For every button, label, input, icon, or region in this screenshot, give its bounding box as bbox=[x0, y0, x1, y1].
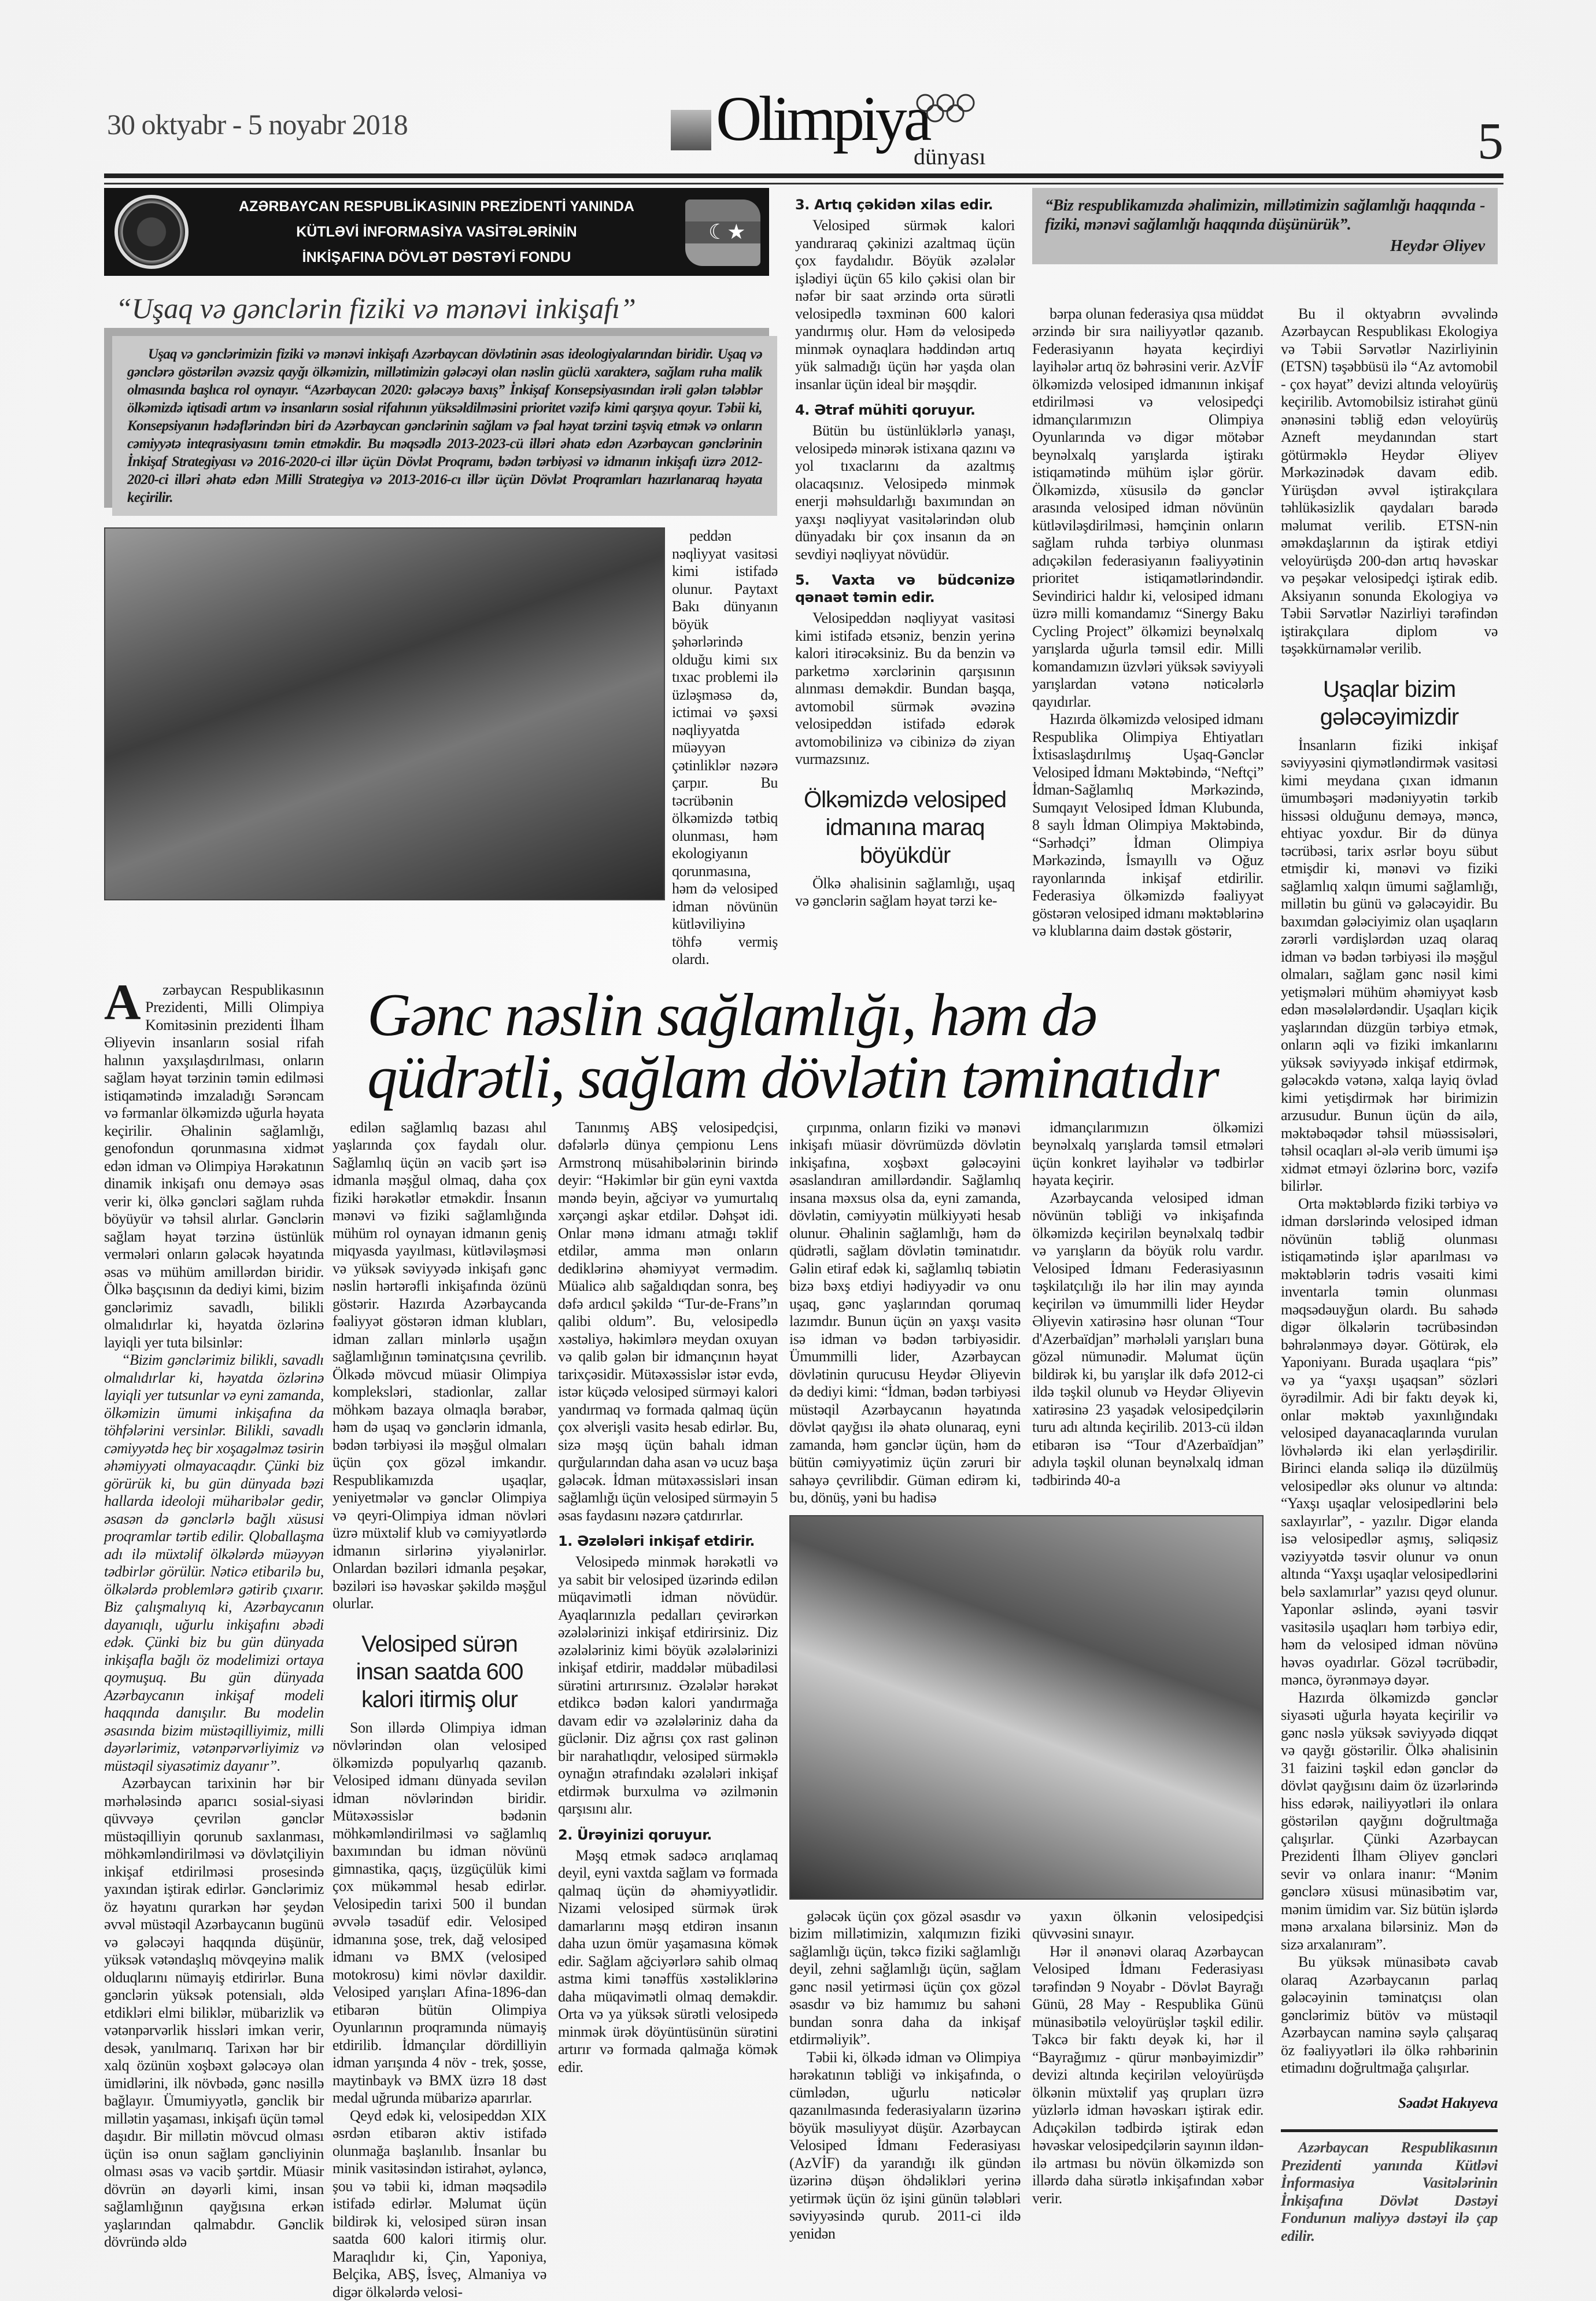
paragraph: İnsanların fiziki inkişaf səviyyəsini qiymətləndirmək vasitəsi kimi meydana çıxan idmanın ümumbəşəri mədəniyyətin tərkib hissəsi olduğunu deməyə, məncə, ehtiyac yoxdur. Bir də dünya təcrübəsi, tarix əsrlər boyu sübut etmişdir ki, mənəvi və fiziki sağlamlıq xalqın ümumi sağlamlığı, millətin bu günü və gələcəyidir. Bu baxımdan gələciyimiz olan uşaqların zərərli vərdişlərdən uzaq olaraq idman və bədən tərbiyəsi ilə məşğul olmaları, sağlam gənc nəsil kimi yetişmələri mühüm əhəmiyyət kəsb edən məsələlərdəndir. Uşaqları kiçik yaşlarından düzgün tərbiyə etmək, onların əqli və fiziki imkanlarını yüksək səviyyədə inkişaf etdirmək, gələcəkdə vətənə, xalqa layiq övlad kimi yetişdirmək hər birimizin arzusudur. Bunun üçün də ailə, məktəbəqədər təhsil müəssisələri, təhsil ocaqları əl-ələ verib ümumi işə xidmət etməyi özlərinə borc, vəzifə bilirlər. bbox=[1281, 737, 1498, 1195]
intro-box bbox=[112, 336, 777, 516]
column-pair bbox=[789, 1119, 1264, 1507]
numbered-subheading: 4. Ətraf mühiti qoruyur. bbox=[795, 401, 1015, 419]
paragraph: Orta məktəblərdə fiziki tərbiyə və idman dərslərində velosiped idman növünün təbliğ olunması istiqamətində işlər aparılması və məktəblərin tədris vəsaiti kimi inventarla təmin olunması məqsədəuyğun olardı. Bu sahədə digər ölkələrin təcrübəsindən bəhrələnməyə dəyər. Götürək, elə Yaponiyanı. Burada uşaqlara “pis” və ya “yaxşı uşaqsan” sözləri öyrədilmir. Adi bir faktı deyək ki, onlar məktəb yaxınlığındakı velosiped dayanacaqlarında vurulan lövhələrdə iki elan yerləşdirilir. Birinci elanda səliqə ilə düzülmüş velosipedlər əks olunur və altında: “Yaxşı uşaqlar velosipedlərini belə saxlayırlar”, - yazılır. Digər elanda isə velosipedlər aşmış, səliqəsiz vəziyyətdə təsvir olunur və onun altında “Yaxşı uşaqlar velosipedlərini belə saxlamırlar” yazısı qeyd olunur. Yaponlar əslində, əyani təsvir vasitəsilə uşaqları həm tərbiyə edir, həm də velosiped idman növünə həvəs oyadırlar. Gözəl təcrübədir, məncə, öyrənməyə dəyər. bbox=[1281, 1195, 1498, 1689]
paragraph: Təbii ki, ölkədə idman və Olimpiya hərəkatının təbliği və inkişafında, o cümlədən, uğurlu nəticələr qazanılmasında federasiyaların üzərinə böyük məsuliyyət düşür. Azərbaycan Velosiped İdmanı Federasiyası (AzVİF) da yarandığı ilk gündən üzərinə düşən öhdəlikləri yerinə yetirmək üçün öz işini günün tələbləri səviyyəsində qurub. 2011-ci ildə yenidən bbox=[789, 2049, 1021, 2243]
quote-box bbox=[1032, 188, 1498, 264]
olympic-rings-icon bbox=[914, 93, 977, 127]
paragraph: gələcək üçün çox gözəl əsasdır və bizim millətimizin, xalqımızın fiziki sağlamlığı üçün, təkcə fiziki sağlamlığı deyil, zehni sağlamlığı üçün, sağlam gənc nəsil yetirməsi üçün çox gözəl əsasdır və biz hamımız bu sahəni bundan sonra daha da inkişaf etdirməliyik”. bbox=[789, 1908, 1021, 2049]
quote-author: Heydər Əliyev bbox=[1045, 237, 1485, 256]
paragraph: Velosipedə minmək hərəkətli və ya sabit bir velosiped üzərində edilən müqavimətli idman növüdür. Ayaqlarınızla pedalları çevirərkən əzələlərinizi inkişaf etdirirsiniz. Diz əzələləriniz kimi böyük əzələlərinizi inkişaf etdirir, maddələr mübadiləsi sürətini artırırsınız. Əzələlər hərəkət etdikcə bədən kalori yandırmağa davam edir və əzələləriniz daha da güclənir. Diz ağrısı çox rast gəlinən bir narahatlıqdır, velosiped sürməklə oynağın ətrafındakı əzələləri inkişaf etdirmək burxulma və əzilmənin qarşısını alır. bbox=[558, 1553, 778, 1818]
paragraph: Azərbaycan tarixinin hər bir mərhələsində aparıcı sosial-siyasi qüvvəyə çevrilən gənclər müstəqilliyin qorunub saxlanması, möhkəmləndirilməsi və dövlətçiliyin inkişaf etdirilməsi prosesində yaxından iştirak edirlər. Gənclərimiz öz həyatını qurarkən hər şeydən əvvəl müstəqil Azərbaycanın bugünü və gələcəyi haqqında düşünür, yüksək vətəndaşlıq mövqeyinə malik olduqlarını nümayiş etdirirlər. Buna gənclərin yüksək potensialı, əldə etdikləri elmi biliklər, mübarizlik və vətənpərvərlik hissləri imkan verir, desək, yanılmarıq. Tarixən hər bir xalq özünün xoşbəxt gələcəyə olan ümidlərini, ilk növbədə, gənc nəsillə bağlayır. Ümumiyyətlə, gənclik bir millətin yaşaması, inkişafı üçün təməl daşıdır. Bir millətin mövcud olması üçün isə onun sağlam gəncliyinin olması əsas və vacib şərtdir. Müasir dövrün ən dəyərli kimi, insan sağlamlığının qayğısına erkən yaşlarından qalmabdır. Gənclik dövründə əldə bbox=[104, 1775, 324, 2251]
paragraph: Məşq etmək sadəcə arıqlamaq deyil, eyni vaxtda sağlam və formada qalmaq üçün də əhəmiyyətlidir. Nizami velosiped sürmək ürək damarlarını məşq etdirən insanın daha uzun ömür yaşamasına kömək edir. Sağlam ağciyərlərə sahib olmaq astma kimi tənəffüs xəstəliklərinə daha müqavimətli olmaq deməkdir. Orta və ya yüksək sürətli velosipedə minmək ürək döyüntüsünün sürətini artırır və formada qalmağa kömək edir. bbox=[558, 1847, 778, 2077]
article-column bbox=[1032, 305, 1264, 940]
article-headline bbox=[332, 984, 1264, 1109]
paragraph: idmançılarımızın ölkəmizi beynəlxalq yarışlarda təmsil etmələri üçün konkret layihələr və tədbirlər həyata keçirir. bbox=[1032, 1119, 1264, 1190]
paragraph: Azərbaycanda velosiped idman növünün təbliği və inkişafında ölkəmizdə keçirilən beynəlxalq tədbir və yarışların da böyük rolu vardır. Velosiped İdmanı Federasiyasının təşkilatçılığı ilə hər ilin may ayında keçirilən və ümummilli lider Heydər Əliyevin xatirəsinə həsr olunan “Tour d'Azerbaïdjan” mərhələli yarışları buna gözəl nümunədir. Məlumat üçün bildirək ki, bu yarışlar ilk dəfə 2012-ci ildə təşkil olunub və Heydər Əliyevin xatirəsinə 23 yaşadək velosipedçilərin turu adı altında keçirilib. 2013-cü ildən etibarən isə “Tour d'Azerbaïdjan” adıyla təşkil olunan beynəlxalq idman tədbirində 40-a bbox=[1032, 1190, 1264, 1490]
article-column bbox=[104, 981, 324, 2251]
children-cyclists-photo bbox=[789, 1515, 1264, 1900]
paragraph: Son illərdə Olimpiya idman növlərindən olan velosiped ölkəmizdə populyarlıq qazanıb. Velosiped idmanı dünyada sevilən idman növlərindən biridir. Mütəxəssislər bədənin möhkəmləndirilməsi və sağlamlıq baxımından bu idman növünü gimnastika, qaçış, üzgüçülük kimi çox mükəmməl hesab edirlər. Velosipedin tarixi 500 il bundan əvvələ təsadüf edir. Velosiped idmanına şose, trek, dağ velosiped idmanı və BMX (velosiped motokrosu) kimi növlər daxildir. Velosiped yarışları Afina-1896-dan etibarən bütün Olimpiya Oyunlarının proqramında nümayiş etdirilib. İdmançılar dördilliyin idman yarışında 4 növ - trek, şosse, maytinbayk və BMX üzrə 18 dəst medal uğrunda mübarizə aparırlar. bbox=[332, 1719, 546, 2107]
paragraph: “Bizim gənclərimiz bilikli, savadlı olmalıdırlar ki, həyatda özlərinə layiqli yer tutsunlar və eyni zamanda, ölkəmizin ümumi inkişafına da töhfələrini versinlər. Bilikli, savadlı cəmiyyətdə heç bir xoşagəlməz təsirin əhəmiyyəti olmayacaqdır. Çünki biz görürük ki, bu gün dünyada bəzi hallarda ideoloji müharibələr gedir, əsasən də gənclərlə bağlı xüsusi proqramlar tərtib edilir. Qloballaşma adı ilə müxtəlif ölkələrdə müəyyən tədbirlər görülür. Nəticə etibarilə bu, ölkələrdə problemlərə gətirib çıxarır. Biz çalışmalıyıq ki, Azərbaycanın dayanıqlı, uğurlu inkişafını əbədi edək. Çünki biz bu gün dünyada inkişafla bağlı öz modelimizi ortaya qoymuşuq. Bu gün dünyada Azərbaycanın inkişaf modeli haqqında danışılır. Bu modelin əsasında bizim müstəqilliyimiz, milli dəyərlərimiz, vətənpərvərliyimiz və müstəqil siyasətimiz dayanır”. bbox=[104, 1351, 324, 1775]
article-column bbox=[1032, 1119, 1264, 1490]
paragraph: Hazırda ölkəmizdə velosiped idmanı Respublika Olimpiya Ehtiyatları İxtisaslaşdırılmış Uşaq-Gənclər Velosiped İdmanı Məktəbində, “Neftçi” İdman-Sağlamlıq Mərkəzində, Sumqayıt Velosiped İdman Klubunda, 8 saylı İdman Olimpiya Məktəbində, “Sərhədçi” İdman Olimpiya Mərkəzində, İsmayıllı və Oğuz rayonlarında inkişaf etdirilir. Federasiya ölkəmizdə fəaliyyət göstərən velosiped idmanı məktəblərinə və klublarına daim dəstək göstərir, bbox=[1032, 711, 1264, 940]
paragraph: Qeyd edək ki, velosipeddən XIX əsrdən etibarən aktiv istifadə olunmağa başlanılıb. İnsanlar bu minik vasitəsindən istirahət, əyləncə, şou və təbii ki, idman məqsədilə istifadə edirlər. Məlumat üçün bildirək ki, velosiped sürən insan saatda 600 kalori itirmiş olur. Maraqlıdır ki, Çin, Yaponiya, Belçika, ABŞ, İsveç, Almaniya və digər ölkələrdə velosi- bbox=[332, 2107, 546, 2301]
main-article bbox=[104, 981, 1264, 2301]
funding-note: Azərbaycan Respublikasının Prezidenti yanında Kütləvi İnformasiya Vasitələrinin İnkişafına Dövlət Dəstəyi Fondunun maliyyə dəstəyi ilə çap edilir. bbox=[1281, 2129, 1498, 2245]
paragraph: Bütün bu üstünlüklərlə yanaşı, velosipedə minərək istixana qazını və yol tıxaclarını da azaltmış olacaqsınız. Velosipedə minmək enerji məhsuldarlığı baxımından ən yaxşı nəqliyyat vasitələrindən olub dünyadakı bir çox insanın da ən sevdiyi nəqliyyat növüdür. bbox=[795, 422, 1015, 563]
paragraph: Hazırda ölkəmizdə gənclər siyasəti uğurla həyata keçirilir və gənc nəslə yüksək səviyyədə diqqət və qayğı göstərilir. Ölkə əhalisinin 31 faizini təşkil edən gənclər də dövlət qayğısını daim öz üzərlərində hiss edərək, nailiyyətləri ilə onlara göstərilən qayğını doğrultmağa çalışırlar. Çünki Azərbaycan Prezidenti İlham Əliyev gəncləri sevir və onlara inanır: “Mənim gənclərə xüsusi münasibətim var, mənim ümidim var. Siz bütün işlərdə mənə arxalana bilərsiniz. Mən də sizə arxalanıram”. bbox=[1281, 1689, 1498, 1954]
page-layout bbox=[104, 188, 1498, 2301]
banner-text bbox=[197, 194, 677, 270]
photo-columns-group bbox=[789, 1119, 1264, 2243]
article-column bbox=[558, 1119, 778, 2077]
section-heading: Uşaqlar bizim gələcəyimizdir bbox=[1281, 675, 1498, 731]
section-title: “Uşaq və gənclərin fiziki və mənəvi inkişafı” bbox=[116, 291, 778, 326]
numbered-subheading: 1. Əzələləri inkişaf etdirir. bbox=[558, 1532, 778, 1550]
article-column bbox=[332, 1119, 546, 2301]
photo-row bbox=[104, 527, 778, 969]
paragraph: Velosipeddən nəqliyyat vasitəsi kimi istifadə etsəniz, benzin yerinə kalori itirəcəksiniz. Bu da benzin və parketmə xərclərinin qarşısının alınması deməkdir. Bundan başqa, avtomobil sürmək əvəzinə velosipeddən istifadə edərək avtomobilinizə və cibinizə də ziyan vurmazsınız. bbox=[795, 610, 1015, 769]
quote-text: “Biz respublikamızda əhalimizin, millətimizin sağlamlığı haqqında - fiziki, mənəvi sağlamlığı haqqında düşünürük”. bbox=[1045, 196, 1485, 234]
headline-line: qüdrətli, sağlam dövlətin təminatıdır bbox=[367, 1046, 1264, 1109]
paragraph: bərpa olunan federasiya qısa müddət ərzində bir sıra nailiyyətlər qazanıb. Federasiyanın həyata keçirdiyi layihələr artıq öz bəhrəsini verir. AzVİF ölkəmizdə velosiped idmanının inkişaf etdirilməsi və velosipedçi idmançılarımızın Olimpiya Oyunlarında və digər mötəbər beynəlxalq yarışlarda iştirakı istiqamətində mühüm işlər görür. Ölkəmizdə, xüsusilə də gənclər arasında velosiped idman növünün kütləviləşdirilməsi, həmçinin onların sağlam ruhda tərbiyə olunması adıçəkilən federasiyanın fəaliyyətinin prioritet istiqamətlərindəndir. Sevindirici haldır ki, velosiped idmanı üzrə milli komandamız “Sinergy Baku Cycling Project” ölkəmizi beynəlxalq yarışlarda uğurla təmsil edir. Milli komandamızın üzvləri yüksək səviyyəli yarışlardan vətənə nəticələrlə qayıdırlar. bbox=[1032, 305, 1264, 711]
headline-line: Gənc nəslin sağlamlığı, həm də bbox=[367, 984, 1264, 1046]
section-heading: Ölkəmizdə velosiped idmanına maraq böyükdür bbox=[795, 786, 1015, 869]
paragraph: çırpınma, onların fiziki və mənəvi inkişafı müasir dövrümüzdə dövlətin inkişafına, xoşbəxt gələcəyini əsaslandıran amillərdəndir. Sağlamlıq insana məxsus olsa da, eyni zamanda, dövlətin, cəmiyyətin mülkiyyəti hesab olunur. Əhalinin sağlamlığı, həm də qüdrətli, sağlam dövlətin təminatıdır. Gəlin etiraf edək ki, sağlamlıq təbiətin bizə bəxş etdiyi hədiyyədir və onu uşaq, gənc yaşlarından qorumaq lazımdır. Bunun üçün ən yaxşı vasitə isə idman və bədən tərbiyəsidir. Ümummilli lider, Azərbaycan dövlətinin qurucusu Heydər Əliyevin də dediyi kimi: “İdman, bədən tərbiyəsi müstəqil Azərbaycanın həyatında dövlət qayğısı ilə əhatə olunaraq, eyni zamanda, həm gənclər üçün, həm də bütün cəmiyyətimiz üçün zəruri bir sahəyə çevrilibdir. Güman edirəm ki, bu, dönüş, yəni bu hadisə bbox=[789, 1119, 1021, 1507]
paragraph: edilən sağlamlıq bazası ahıl yaşlarında çox faydalı olur. Sağlamlıq üçün ən vacib şərt isə idmanla məşğul olmaq, daha çox fiziki hərəkətlər etməkdir. İnsanın mənəvi və fiziki sağlamlığında mühüm rol oynayan idmanın geniş miqyasda yayılması, kütləviləşməsi və yüksək səviyyədə inkişafı gənc nəslin hərtərəfli inkişafında özünü göstərir. Hazırda Azərbaycanda fəaliyyət göstərən idman klubları, idman zalları minlərlə uşağın sağlamlığının təminatçısına çevrilib. Ölkədə mövcud müasir Olimpiya kompleksləri, stadionlar, zallar möhkəm bazaya olmaqla bərabər, həm də uşaq və gənclərin idmanla, bədən tərbiyəsi ilə məşğul olmaları üçün çox gözəl imkandır. Respublikamızda uşaqlar, yeniyetmələr və gənclər Olimpiya və qeyri-Olimpiya idman növləri üzrə müxtəlif klub və cəmiyyətlərdə idmanın sirlərinə yiyələnirlər. Onlardan bəziləri idmanla peşəkar, bəziləri isə həvəskar şəkildə məşğul olurlar. bbox=[332, 1119, 546, 1613]
state-emblem-icon bbox=[114, 195, 189, 269]
logo-emblem-icon bbox=[671, 110, 711, 150]
page-number: 5 bbox=[1477, 113, 1503, 171]
numbered-subheading: 2. Ürəyinizi qoruyur. bbox=[558, 1826, 778, 1844]
section-heading: Velosiped sürən insan saatda 600 kalori itirmiş olur bbox=[332, 1630, 546, 1713]
article-column bbox=[789, 1119, 1021, 1507]
paragraph: Bu yüksək münasibətə cavab olaraq Azərbaycanın parlaq gələcəyinin təminatçısı olan gənclərimiz bütöv və müstəqil Azərbaycan naminə səylə çalışaraq öz fəaliyyətləri ilə ölkə rəhbərinin etimadını doğrultmağa çalışırlar. bbox=[1281, 1953, 1498, 2077]
paragraph: peddən nəqliyyat vasitəsi kimi istifadə olunur. Paytaxt Bakı dünyanın böyük şəhərlərində olduğu kimi sıx tıxac problemi ilə üzləşməsə də, ictimai və şəxsi nəqliyyatda müəyyən çətinliklər nəzərə çarpır. Bu təcrübənin ölkəmizdə tətbiq olunması, həm ekologiyanın qorunmasına, həm də velosiped idman növünün kütləviliyinə töhfə vermiş olardı. bbox=[672, 527, 778, 969]
lower-columns bbox=[332, 1119, 1264, 2301]
main-article-body bbox=[332, 981, 1264, 2301]
paragraph: Azərbaycan Respublikasının Prezidenti, Milli Olimpiya Komitəsinin prezidenti İlham Əliyevin insanların sosial rifah halının yaxşılaşdırılması, onların sağlam həyat tərzinin təmin edilməsi istiqamətində imzaladığı Sərəncam və fərmanlar ölkəmizdə uğurla həyata keçirilir. Əhalinin sağlamlığı, genofondun qorunmasına xidmət edən idman və Olimpiya Hərəkatının dinamik inkişafı onu deməyə əsas verir ki, ölkə gəncləri sağlam ruhda böyüyür və təhsil alırlar. Gənclərin sağlam həyat tərzinə üstünlük vermələri onların gələcək həyatında əsas və mühüm amillərdən biridir. Ölkə başçısının da dediyi kimi, bizim gənclərimiz savadlı, bilikli olmalıdırlar ki, həyatda özlərinə layiqli yer tuta bilsinlər: bbox=[104, 981, 324, 1352]
article-column bbox=[672, 527, 778, 969]
paragraph: Tanınmış ABŞ velosipedçisi, dəfələrlə dünya çempionu Lens Armstronq müsahibələrinin birində deyir: “Həkimlər bir gün eyni vaxtda məndə beyin, ağciyər və yumurtalıq xərçəngi aşkar etdilər. Dəhşət idi. Onlar mənə idmanı atmağı təklif etdilər, amma mən onların dediklərinə əhəmiyyət vermədim. Müalicə alıb sağaldıqdan sonra, beş dəfə ardıcıl şəkildə “Tur-de-Frans”ın qalibi oldum”. Bu, velosipedlə xəstəliyə, həkimlərə meydan oxuyan və qalib gələn bir idmançının həyat tarixçəsidir. Mütəxəssislər istər evdə, istər küçədə velosiped sürməyi kalori yandırmaq və formada qalmaq üçün çox əlverişli vasitə hesab edirlər. Bu, sizə məşq üçün bahalı idman qurğularından daha asan və ucuz başa gələcək. İdman mütəxəssisləri insan sağlamlığı üçün velosiped sürməyin 5 əsas faydasını nəzərə çatdırırlar. bbox=[558, 1119, 778, 1525]
banner-line: İNKİŞAFINA DÖVLƏT DƏSTƏYİ FONDU bbox=[197, 245, 677, 270]
article-column bbox=[795, 188, 1015, 910]
article-column bbox=[789, 1908, 1021, 2243]
cyclists-photo bbox=[104, 527, 665, 900]
paragraph: Velosiped sürmək kalori yandıraraq çəkinizi azaltmaq üçün çox faydalıdır. Böyük əzələlər işlədiyi üçün 65 kilo çəkisi olan bir nəfər bir saat ərzində orta sürətli velosipedlə təxminən 600 kalori yandırmış olur. Həm də velosipedə minmək oynaqlara həddindən artıq yük salmadığı üçün hər yaşda olan insanlar üçün ideal bir məşqdir. bbox=[795, 217, 1015, 393]
author-signature: Səadət Hakıyeva bbox=[1281, 2095, 1498, 2112]
flag-crescent-star: ☾★ bbox=[708, 219, 746, 245]
header-divider bbox=[104, 173, 1503, 184]
article-column bbox=[1281, 305, 1498, 2245]
logo-subtitle: dünyası bbox=[914, 143, 985, 170]
newspaper-logo bbox=[671, 81, 983, 173]
intro-text: Uşaq və gənclərimizin fiziki və mənəvi inkişafı Azərbaycan dövlətinin əsas ideologiyalarından biridir. Uşaq və gənclərə göstərilən əvəzsiz qayğı ölkəmizin, millətimizin gələcəyi olan nəslin güclü xarakterə, sağlam ruha malik olmasında başlıca rol oynayır. “Azərbaycan 2020: gələcəyə baxış” İnkişaf Konsepsiyasından irəli gələn tələblər ölkəmizdə iqtisadi artım və insanların sosial rifahının yüksəldilməsini prioritet vəzifə kimi qarşıya qoyur. Təbii ki, Konsepsiyanın hədəflərindən biri də Azərbaycan gənclərinin sağlam və fəal həyat tərzini təşviq etmək və onların cəmiyyətə inteqrasiyasını təmin etməkdir. Bu məqsədlə 2013-2023-cü illəri əhatə edən Azərbaycan gənclərinin İnkişaf Strategiyası və 2016-2020-ci illər üçün Dövlət Proqramı, bədən tərbiyəsi və idmanın inkişafı üzrə 2012-2020-ci illəri əhatə edən Milli Strategiya və 2013-2016-cı illər üçün Dövlət Proqramları hazırlanaraq həyata keçirilir. bbox=[127, 345, 762, 507]
issue-date: 30 oktyabr - 5 noyabr 2018 bbox=[107, 107, 408, 142]
azerbaijan-flag-icon bbox=[685, 200, 760, 266]
top-left-block bbox=[104, 188, 778, 969]
fund-banner bbox=[104, 188, 769, 276]
article-column bbox=[1032, 1908, 1264, 2208]
paragraph: Ölkə əhalisinin sağlamlığı, uşaq və gənclərin sağlam həyat tərzi ke- bbox=[795, 875, 1015, 910]
paragraph: yaxın ölkənin velosipedçisi qüvvəsini sınayır. bbox=[1032, 1908, 1264, 1943]
logo-title: Olimpiya bbox=[716, 81, 929, 156]
paragraph: Hər il ənənəvi olaraq Azərbaycan Velosiped İdmanı Federasiyası tərəfindən 9 Noyabr - Dövlət Bayrağı Günü, 28 May - Respublika Günü münasibətilə veloyürüşlər təşkil edilir. Təkcə bir faktı deyək ki, hər il “Bayrağımız - qürur mənbəyimizdir” devizi altında keçirilən veloyürüşdə ölkənin müxtəlif yaş qrupları üzrə yüzlərlə idman həvəskarı iştirak edir. Adıçəkilən tədbirdə iştirak edən həvəskar velosipedçilərin sayının ildən-ilə artması bu növün ölkəmizdə son illərdə daha sürətlə inkişafından xəbər verir. bbox=[1032, 1943, 1264, 2208]
numbered-subheading: 5. Vaxta və büdcənizə qənaət təmin edir. bbox=[795, 571, 1015, 606]
numbered-subheading: 3. Artıq çəkidən xilas edir. bbox=[795, 196, 1015, 213]
banner-line: KÜTLƏVİ İNFORMASİYA VASİTƏLƏRİNİN bbox=[197, 219, 677, 245]
banner-line: AZƏRBAYCAN RESPUBLİKASININ PREZİDENTİ YANINDA bbox=[197, 194, 677, 219]
paragraph: Bu il oktyabrın əvvəlində Azərbaycan Respublikası Ekologiya və Təbii Sərvətlər Nazirliyinin (ETSN) təşəbbüsü ilə “Az avtomobil - çox həyat” devizi altında veloyürüş keçirilib. Avtomobilsiz istirahət günü ənənəsini təbliğ edən veloyürüş Azneft meydanından start götürməklə Heydər Əliyev Mərkəzinədək davam edib. Yürüşdən əvvəl iştirakçılara təhlükəsizlik qaydaları barədə məlumat verilib. ETSN-nin əməkdaşlarının da iştirak etdiyi veloyürüşdə 200-dən artıq həvəskar və peşəkar velosipedçi iştirak edib. Aksiyanın sonunda Ekologiya və Təbii Sərvətlər Nazirliyi tərəfindən iştirakçılara diplom və təşəkkürnamələr verilib. bbox=[1281, 305, 1498, 658]
column-pair bbox=[789, 1908, 1264, 2243]
